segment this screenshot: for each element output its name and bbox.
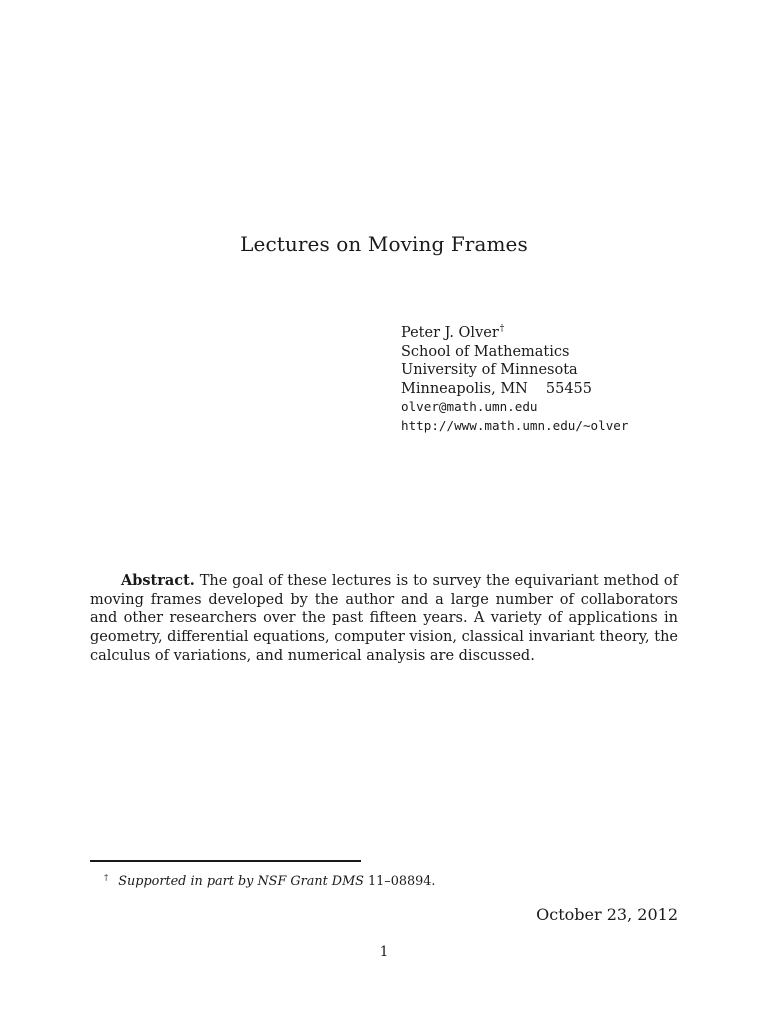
footnote-grant-number: 11–08894. — [363, 874, 436, 889]
footnote-divider — [90, 860, 361, 862]
paper-title: Lectures on Moving Frames — [240, 232, 528, 256]
abstract-label: Abstract. — [121, 572, 195, 589]
author-footnote-mark: † — [499, 324, 505, 334]
abstract-text: The goal of these lectures is to survey the equivariant method of moving frames developed by the author and a large number of collaborators and other researchers over the past fifteen years. A variety of applications in geometry, differential equations, computer vision, classical invariant theory, the calculus of variations, and numerical analysis are discussed. — [90, 573, 678, 664]
author-url: http://www.math.umn.edu/∼olver — [401, 417, 629, 433]
author-city-state: Minneapolis, MN — [401, 380, 528, 397]
author-address-line — [401, 380, 628, 399]
footnote-text-italic: Supported in part by NSF Grant DMS — [118, 874, 364, 889]
author-email: olver@math.umn.edu — [401, 399, 538, 415]
author-zip: 55455 — [545, 380, 593, 397]
abstract — [90, 572, 678, 666]
footnote — [104, 873, 435, 889]
author-department: School of Mathematics — [401, 343, 570, 360]
author-name: Peter J. Olver — [401, 325, 499, 341]
author-university: University of Minnesota — [401, 362, 578, 379]
footnote-mark: † — [104, 873, 109, 883]
author-block — [401, 320, 628, 436]
author-name-line — [401, 320, 628, 343]
page-number: 1 — [379, 944, 389, 960]
paper-date: October 23, 2012 — [536, 905, 678, 924]
